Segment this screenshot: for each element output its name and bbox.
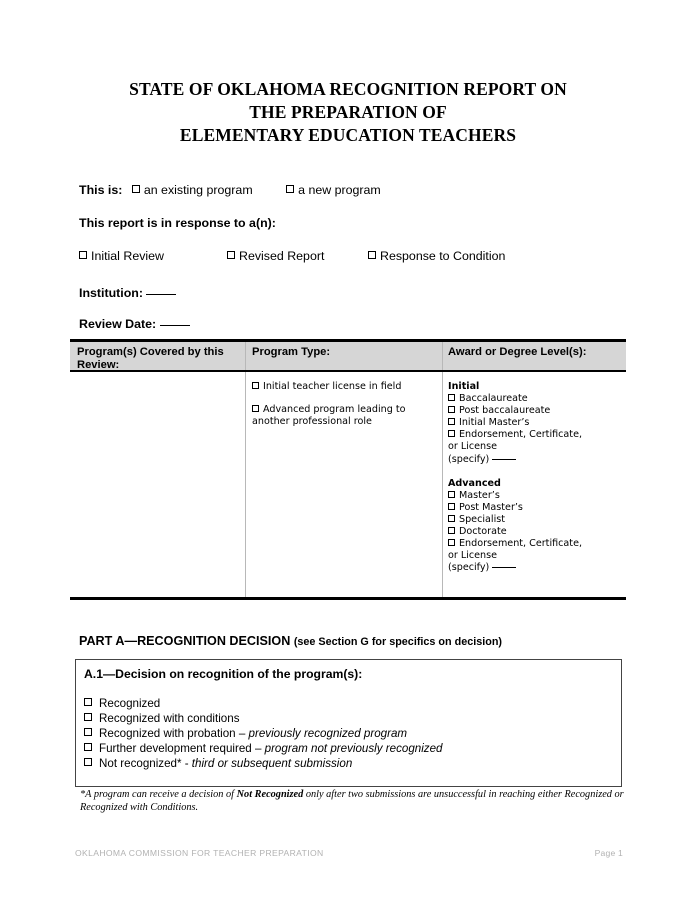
checkbox-icon[interactable] — [286, 185, 294, 193]
footnote-part-2: only after two submissions are unsuccessful in reaching either Recognized or Recognized with Conditions. — [80, 789, 624, 813]
checkbox-advanced-endorsement-label: Endorsement, Certificate, — [459, 538, 583, 550]
checkbox-icon[interactable] — [448, 539, 455, 546]
initial-specify-input[interactable] — [492, 459, 516, 460]
checkbox-initial-teacher-license[interactable] — [252, 381, 437, 394]
award-group-advanced-title: Advanced — [448, 477, 501, 489]
checkbox-new-program[interactable] — [286, 183, 381, 197]
checkbox-revised-report-label: Revised Report — [239, 249, 325, 263]
footnote-part-1: *A program can receive a decision of — [80, 789, 237, 800]
checkbox-icon[interactable] — [132, 185, 140, 193]
initial-endorsement-continuation: or License — [448, 441, 498, 453]
table-header-row — [70, 342, 626, 372]
part-a-footnote — [80, 789, 628, 814]
column-divider — [245, 342, 246, 370]
checkbox-baccalaureate-label: Baccalaureate — [459, 393, 528, 405]
checkbox-recognized-with-conditions-label: Recognized with conditions — [99, 712, 240, 726]
checkbox-recognized-with-probation-note: previously recognized program — [248, 727, 408, 741]
checkbox-post-masters[interactable] — [448, 502, 623, 514]
checkbox-response-to-condition[interactable] — [368, 249, 505, 264]
table-body-row — [70, 372, 626, 597]
checkbox-icon[interactable] — [448, 430, 455, 437]
checkbox-icon[interactable] — [448, 527, 455, 534]
checkbox-icon[interactable] — [79, 251, 87, 259]
cell-program-type — [252, 381, 437, 429]
checkbox-initial-masters[interactable] — [448, 417, 623, 429]
title-line-1: STATE OF OKLAHOMA RECOGNITION REPORT ON — [129, 79, 567, 99]
checkbox-post-masters-label: Post Master’s — [459, 501, 523, 513]
checkbox-recognized-label: Recognized — [99, 697, 161, 710]
advanced-endorsement-continuation: or License — [448, 550, 498, 562]
checkbox-existing-program[interactable] — [132, 183, 256, 197]
a1-decision-box — [75, 659, 622, 787]
checkbox-existing-program-label: an existing program — [143, 183, 253, 197]
checkbox-further-development-required[interactable] — [84, 741, 443, 756]
checkbox-revised-report[interactable] — [227, 249, 324, 264]
this-is-label: This is: — [79, 183, 123, 197]
title-line-2: THE PREPARATION OF — [249, 102, 447, 122]
checkbox-not-recognized-label: Not recognized* - — [99, 757, 192, 771]
checkbox-doctorate[interactable] — [448, 526, 623, 538]
checkbox-icon[interactable] — [84, 713, 92, 721]
checkbox-advanced-endorsement[interactable] — [448, 538, 623, 550]
footnote-bold-term: Not Recognized — [236, 789, 304, 800]
checkbox-icon[interactable] — [368, 251, 376, 259]
checkbox-further-development-required-label: Further development required – — [99, 742, 265, 756]
checkbox-initial-endorsement[interactable] — [448, 429, 623, 441]
checkbox-icon[interactable] — [448, 503, 455, 510]
footer-organization: OKLAHOMA COMMISSION FOR TEACHER PREPARATION — [75, 848, 324, 858]
column-divider — [442, 342, 443, 370]
award-group-initial — [448, 381, 623, 466]
checkbox-icon[interactable] — [448, 515, 455, 522]
a1-decision-list — [84, 696, 443, 771]
checkbox-doctorate-label: Doctorate — [459, 526, 507, 538]
checkbox-new-program-label: a new program — [298, 183, 381, 197]
checkbox-icon[interactable] — [252, 405, 259, 412]
checkbox-icon[interactable] — [448, 491, 455, 498]
checkbox-advanced-program-label: Advanced program leading to another professional role — [252, 403, 406, 427]
table-header-program-type: Program Type: — [252, 346, 331, 358]
title-line-3: ELEMENTARY EDUCATION TEACHERS — [179, 125, 517, 145]
checkbox-icon[interactable] — [448, 394, 455, 401]
checkbox-recognized-with-probation-label: Recognized with probation – — [99, 727, 249, 741]
checkbox-icon[interactable] — [227, 251, 235, 259]
initial-specify-label: (specify) — [448, 453, 490, 465]
page-title — [70, 78, 626, 147]
checkbox-icon[interactable] — [84, 758, 92, 766]
checkbox-masters[interactable] — [448, 490, 623, 502]
checkbox-icon[interactable] — [84, 743, 92, 751]
advanced-specify-row — [448, 562, 623, 574]
checkbox-not-recognized-note: third or subsequent submission — [191, 757, 353, 771]
advanced-specify-input[interactable] — [492, 567, 516, 568]
checkbox-further-development-required-note: program not previously recognized — [264, 742, 443, 756]
institution-label: Institution: — [79, 286, 143, 300]
checkbox-masters-label: Master’s — [459, 489, 500, 501]
institution-row — [79, 286, 176, 301]
review-date-label: Review Date: — [79, 317, 157, 331]
checkbox-icon[interactable] — [448, 406, 455, 413]
table-bottom-rule — [70, 597, 626, 600]
award-group-initial-title: Initial — [448, 381, 480, 392]
this-is-row — [79, 183, 381, 198]
checkbox-initial-review[interactable] — [79, 249, 164, 264]
checkbox-icon[interactable] — [252, 382, 259, 389]
checkbox-specialist-label: Specialist — [459, 513, 505, 525]
checkbox-icon[interactable] — [84, 698, 92, 706]
table-header-award-level: Award or Degree Level(s): — [448, 346, 587, 358]
checkbox-post-baccalaureate-label: Post baccalaureate — [459, 405, 551, 417]
review-date-row — [79, 317, 190, 332]
column-divider — [442, 372, 443, 597]
table-header-programs: Program(s) Covered by this Review: — [77, 346, 224, 371]
program-info-table — [70, 339, 626, 600]
a1-title: A.1—Decision on recognition of the program(s): — [84, 667, 363, 681]
checkbox-initial-review-label: Initial Review — [91, 249, 164, 263]
institution-input[interactable] — [146, 294, 176, 295]
checkbox-recognized[interactable] — [84, 696, 443, 711]
review-date-input[interactable] — [160, 325, 190, 326]
response-label: This report is in response to a(n): — [79, 216, 276, 230]
checkbox-icon[interactable] — [448, 418, 455, 425]
checkbox-initial-teacher-license-label: Initial teacher license in field — [263, 381, 402, 392]
initial-specify-row — [448, 454, 623, 466]
checkbox-not-recognized[interactable] — [84, 756, 443, 771]
advanced-specify-label: (specify) — [448, 562, 490, 574]
checkbox-response-to-condition-label: Response to Condition — [380, 249, 506, 263]
checkbox-post-baccalaureate[interactable] — [448, 405, 623, 417]
part-a-heading — [79, 634, 502, 648]
column-divider — [245, 372, 246, 597]
checkbox-baccalaureate[interactable] — [448, 393, 623, 405]
part-a-heading-note: (see Section G for specifics on decision) — [293, 636, 503, 648]
checkbox-specialist[interactable] — [448, 514, 623, 526]
cell-award-degree-level — [448, 381, 623, 574]
part-a-heading-main: PART A—RECOGNITION DECISION — [79, 634, 291, 648]
checkbox-recognized-with-conditions[interactable] — [84, 711, 443, 726]
checkbox-advanced-program[interactable] — [252, 404, 437, 429]
checkbox-initial-endorsement-label: Endorsement, Certificate, — [459, 429, 583, 441]
checkbox-recognized-with-probation[interactable] — [84, 726, 443, 741]
award-group-advanced — [448, 478, 623, 575]
checkbox-icon[interactable] — [84, 728, 92, 736]
footer-page-number: Page 1 — [594, 848, 623, 858]
checkbox-initial-masters-label: Initial Master’s — [459, 417, 530, 429]
